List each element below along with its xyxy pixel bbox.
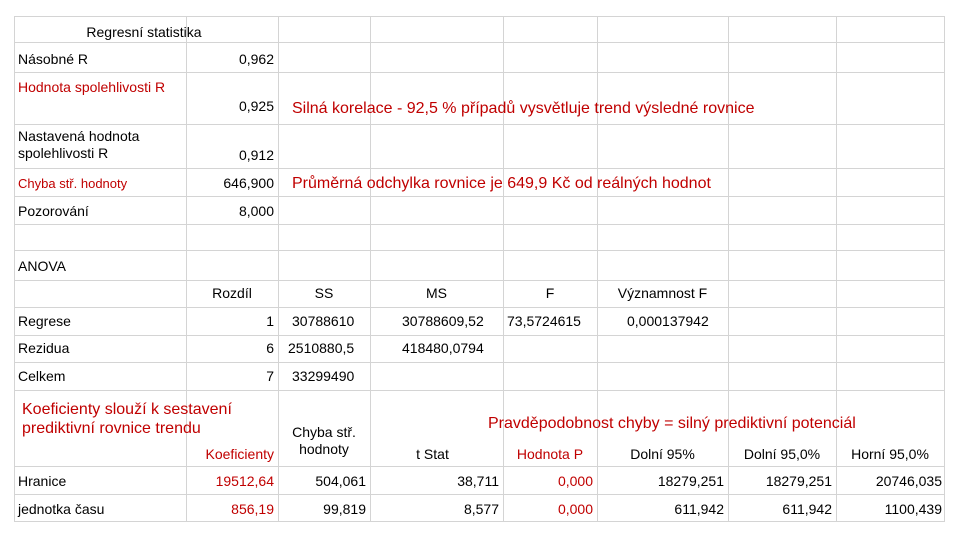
probability-note: Pravděpodobnost chyby = silný prediktivní potenciál [488,415,856,432]
column-line [944,16,945,522]
anova-cell-df[interactable]: 7 [266,368,274,384]
anova-row-label: Regrese [18,313,71,329]
anova-cell-ss[interactable]: 30788610 [292,313,355,329]
adjusted-r-value[interactable]: 0,912 [238,147,274,163]
row-line [14,196,944,197]
observations-value[interactable]: 8,000 [238,203,274,219]
row-line [14,466,944,467]
anova-cell-significance[interactable]: 0,000137942 [627,313,709,329]
coef-cell-pvalue[interactable]: 0,000 [557,473,593,489]
coefficients-note: Koeficienty slouží k sestavení prediktivní rovnice trendu [22,401,232,437]
anova-header-ms: MS [426,285,447,301]
row-line [14,168,944,169]
coef-header-stderr: Chyba stř. hodnoty [292,424,356,457]
coef-cell-tstat[interactable]: 8,577 [463,501,499,517]
anova-cell-df[interactable]: 6 [266,340,274,356]
anova-cell-f[interactable]: 73,5724615 [507,313,581,329]
observations-label: Pozorování [18,203,89,219]
regression-title: Regresní statistika [86,24,202,40]
coef-cell-tstat[interactable]: 38,711 [457,473,499,489]
anova-title: ANOVA [18,258,66,274]
coef-header-upper950: Horní 95,0% [851,446,929,462]
coef-row-label: Hranice [18,473,67,489]
r-squared-value[interactable]: 0,925 [238,98,274,114]
deviation-note: Průměrná odchylka rovnice je 649,9 Kč od reálných hodnot [292,175,711,192]
coef-cell-lower950[interactable]: 18279,251 [765,473,832,489]
row-line [14,224,944,225]
anova-header-f: F [545,285,555,301]
multiple-r-value[interactable]: 0,962 [238,51,274,67]
coef-header-coefficients: Koeficienty [205,446,274,462]
anova-cell-ss[interactable]: 2510880,5 [288,340,355,356]
row-line [14,124,944,125]
row-line [14,390,944,391]
row-line [14,250,944,251]
column-line [14,16,15,522]
coef-cell-stderr[interactable]: 99,819 [323,501,366,517]
correlation-note: Silná korelace - 92,5 % případů vysvětluje trend výsledné rovnice [292,100,755,117]
coef-cell-lower95[interactable]: 611,942 [674,501,724,517]
row-line [14,280,944,281]
anova-row-label: Celkem [18,368,66,384]
row-line [14,521,944,522]
multiple-r-label: Násobné R [18,51,89,67]
coef-cell-coefficient[interactable]: 856,19 [231,501,274,517]
anova-header-ss: SS [314,285,334,301]
coef-header-lower95: Dolní 95% [630,446,695,462]
anova-cell-ss[interactable]: 33299490 [292,368,355,384]
row-line [14,335,944,336]
coef-cell-stderr[interactable]: 504,061 [315,473,366,489]
row-line [14,362,944,363]
anova-cell-ms[interactable]: 418480,0794 [402,340,484,356]
row-line [14,72,944,73]
row-line [14,494,944,495]
anova-row-label: Rezidua [18,340,70,356]
r-squared-label: Hodnota spolehlivosti R [18,79,166,95]
coef-row-label: jednotka času [18,501,105,517]
anova-cell-df[interactable]: 1 [266,313,274,329]
coef-cell-upper950[interactable]: 20746,035 [875,473,942,489]
row-line [14,307,944,308]
coef-cell-pvalue[interactable]: 0,000 [557,501,593,517]
std-error-label: Chyba stř. hodnoty [18,176,128,191]
coef-cell-coefficient[interactable]: 19512,64 [215,473,274,489]
anova-header-df: Rozdíl [212,285,252,301]
row-line [14,42,944,43]
coef-cell-lower95[interactable]: 18279,251 [657,473,724,489]
coef-header-pvalue: Hodnota P [516,446,584,462]
anova-header-significance: Významnost F [617,285,708,301]
std-error-value[interactable]: 646,900 [223,175,274,191]
coef-cell-upper950[interactable]: 1100,439 [884,501,942,517]
coef-header-tstat: t Stat [416,446,449,462]
coef-cell-lower950[interactable]: 611,942 [782,501,832,517]
adjusted-r-label: Nastavená hodnota spolehlivosti R [18,128,140,161]
coef-header-lower950: Dolní 95,0% [743,446,821,462]
row-line [14,16,944,17]
anova-cell-ms[interactable]: 30788609,52 [402,313,484,329]
